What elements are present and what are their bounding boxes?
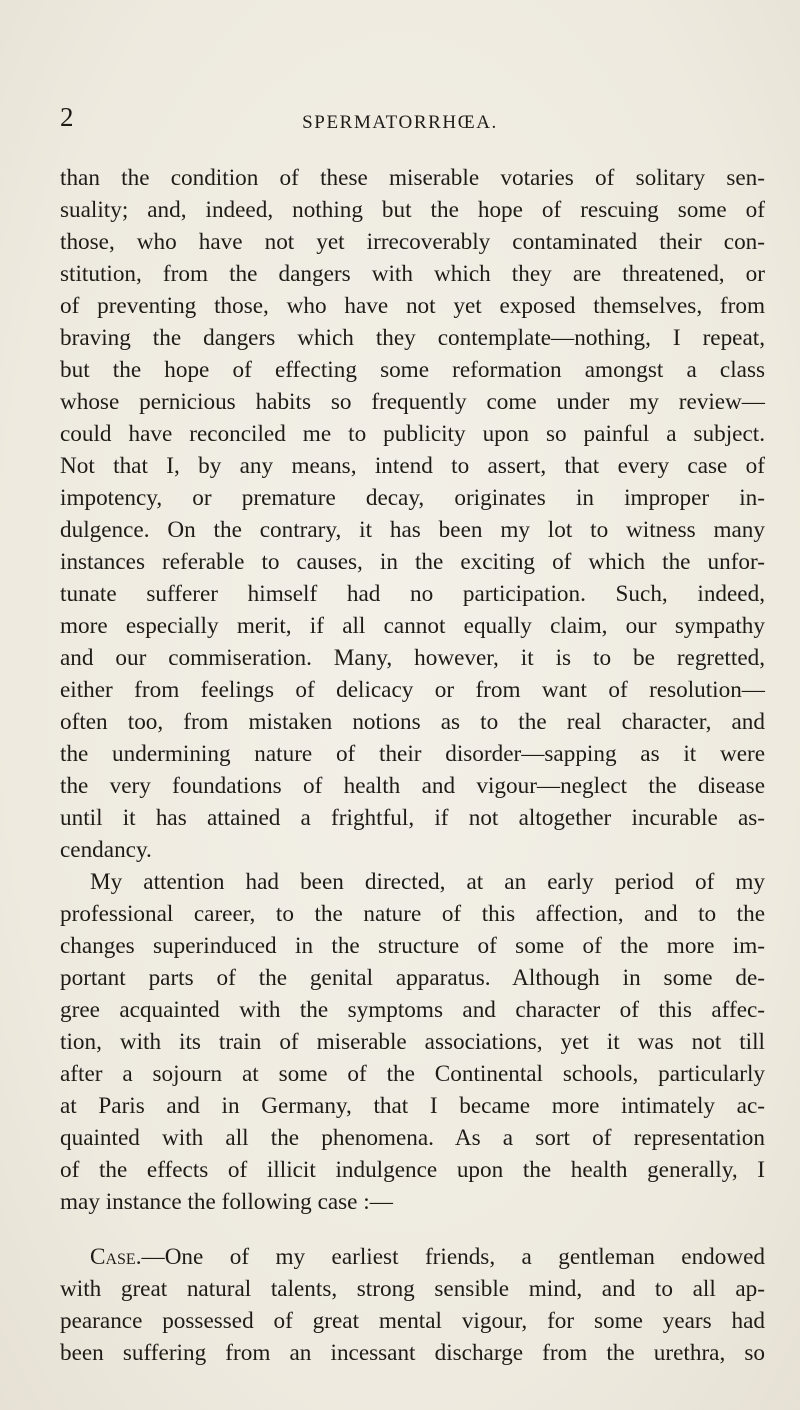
text-line: more especially merit, if all cannot equally claim, our sympathy [60, 613, 765, 639]
text-line: at Paris and in Germany, that I became more intimately ac- [60, 1093, 765, 1119]
text-line: pearance possessed of great mental vigour, for some years had [60, 1308, 765, 1334]
text-line: suality; and, indeed, nothing but the hope of rescuing some of [60, 197, 765, 223]
text-line: been suffering from an incessant discharge from the urethra, so [60, 1340, 765, 1366]
text-line: and our commiseration. Many, however, it is to be regretted, [60, 645, 765, 671]
page-number: 2 [60, 102, 74, 132]
text-line: often too, from mistaken notions as to the real character, and [60, 709, 765, 735]
text-line: those, who have not yet irrecoverably contaminated their con- [60, 229, 765, 255]
text-line: professional career, to the nature of this affection, and to the [60, 901, 765, 927]
text-line: of the effects of illicit indulgence upon the health generally, I [60, 1157, 765, 1183]
case-first-line [60, 1241, 765, 1273]
text-line: stitution, from the dangers with which they are threatened, or [60, 261, 765, 287]
case-first-line-text: —One of my earliest friends, a gentleman endowed [141, 1244, 765, 1270]
text-line: changes superinduced in the structure of some of the more im- [60, 933, 765, 959]
text-line: My attention had been directed, at an early period of my [90, 869, 765, 895]
paragraph-gap [60, 1218, 765, 1241]
text-line: cendancy. [60, 837, 152, 863]
text-line: instances referable to causes, in the exciting of which the unfor- [60, 549, 765, 575]
text-line: impotency, or premature decay, originates in improper in- [60, 485, 765, 511]
text-line: portant parts of the genital apparatus. Although in some de- [60, 965, 765, 991]
text-line: after a sojourn at some of the Continental schools, particularly [60, 1061, 765, 1087]
running-head: SPERMATORRHŒA. [302, 112, 498, 133]
text-line: Not that I, by any means, intend to assert, that every case of [60, 453, 765, 479]
text-line: could have reconciled me to publicity upon so painful a subject. [60, 421, 765, 447]
text-line: until it has attained a frightful, if not altogether incurable as- [60, 805, 765, 831]
text-line: quainted with all the phenomena. As a sort of representation [60, 1125, 765, 1151]
text-line: tion, with its train of miserable associations, yet it was not till [60, 1029, 765, 1055]
text-line: of preventing those, who have not yet exposed themselves, from [60, 293, 765, 319]
text-line: the undermining nature of their disorder—sapping as it were [60, 741, 765, 767]
text-line: gree acquainted with the symptoms and character of this affec- [60, 997, 765, 1023]
text-line: whose pernicious habits so frequently come under my review— [60, 389, 765, 415]
text-line: dulgence. On the contrary, it has been my lot to witness many [60, 517, 765, 543]
text-line: tunate sufferer himself had no participation. Such, indeed, [60, 581, 765, 607]
text-line: but the hope of effecting some reformation amongst a class [60, 357, 765, 383]
text-line: with great natural talents, strong sensible mind, and to all ap- [60, 1276, 765, 1302]
text-line: than the condition of these miserable votaries of solitary sen- [60, 165, 765, 191]
text-line: the very foundations of health and vigour—neglect the disease [60, 773, 765, 799]
case-label: Case. [90, 1244, 142, 1270]
text-line: either from feelings of delicacy or from want of resolution— [60, 677, 765, 703]
text-line: may instance the following case :— [60, 1189, 393, 1215]
body-text [60, 162, 765, 1369]
text-line: braving the dangers which they contemplate—nothing, I repeat, [60, 325, 765, 351]
